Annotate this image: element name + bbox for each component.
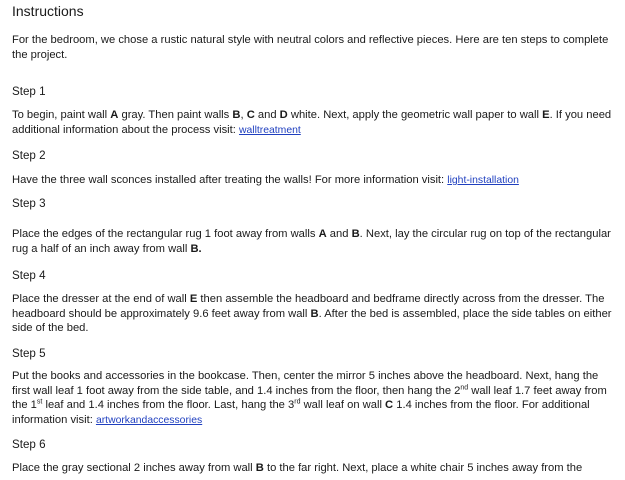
step-5-heading: Step 5 <box>12 347 46 360</box>
intro-paragraph: For the bedroom, we chose a rustic natural style with neutral colors and reflective pieces. Here are ten steps to complete the project. <box>12 34 609 61</box>
step-2-text: Have the three wall sconces installed after treating the walls! For more information visit: light-installation <box>12 174 519 186</box>
step-4-heading: Step 4 <box>12 269 46 282</box>
document-title: Instructions <box>12 3 84 19</box>
step-6-text: Place the gray sectional 2 inches away from wall B to the far right. Next, place a white chair 5 inches away from the <box>12 462 583 474</box>
walltreatment-link[interactable]: walltreatment <box>238 124 301 136</box>
step-3-text: Place the edges of the rectangular rug 1 foot away from walls A and B. Next, lay the circular rug on top of the rectangular rug a half of an inch away from wall B. <box>12 228 611 255</box>
artworkandaccessories-link[interactable]: artworkandaccessories <box>95 414 203 426</box>
step-3-heading: Step 3 <box>12 197 46 210</box>
step-6-heading: Step 6 <box>12 438 46 451</box>
light-installation-link[interactable]: light-installation <box>447 175 519 186</box>
step-4-text: Place the dresser at the end of wall E then assemble the headboard and bedframe directly across from the dresser. The headboard should be approximately 9.6 feet away from wall B. After the bed is assembled, place the side tables on either side of the bed. <box>12 293 612 335</box>
step-1-text: To begin, paint wall A gray. Then paint walls B, C and D white. Next, apply the geometric wall paper to wall E. If you need additional information about the process visit: walltreatment <box>12 109 612 136</box>
step-5-text: Put the books and accessories in the bookcase. Then, center the mirror 5 inches above the headboard. Next, hang the first wall leaf 1 foot away from the side table, and 1.4 inches from the floor, then hang the 2nd wall leaf 1.7 feet away from the 1st leaf and 1.4 inches from the floor. Last, hang the 3rd wall leaf on wall C 1.4 inches from the floor. For additional information visit: artworkandaccessories <box>12 370 607 426</box>
step-1-heading: Step 1 <box>12 85 46 98</box>
step-2-heading: Step 2 <box>12 149 46 162</box>
